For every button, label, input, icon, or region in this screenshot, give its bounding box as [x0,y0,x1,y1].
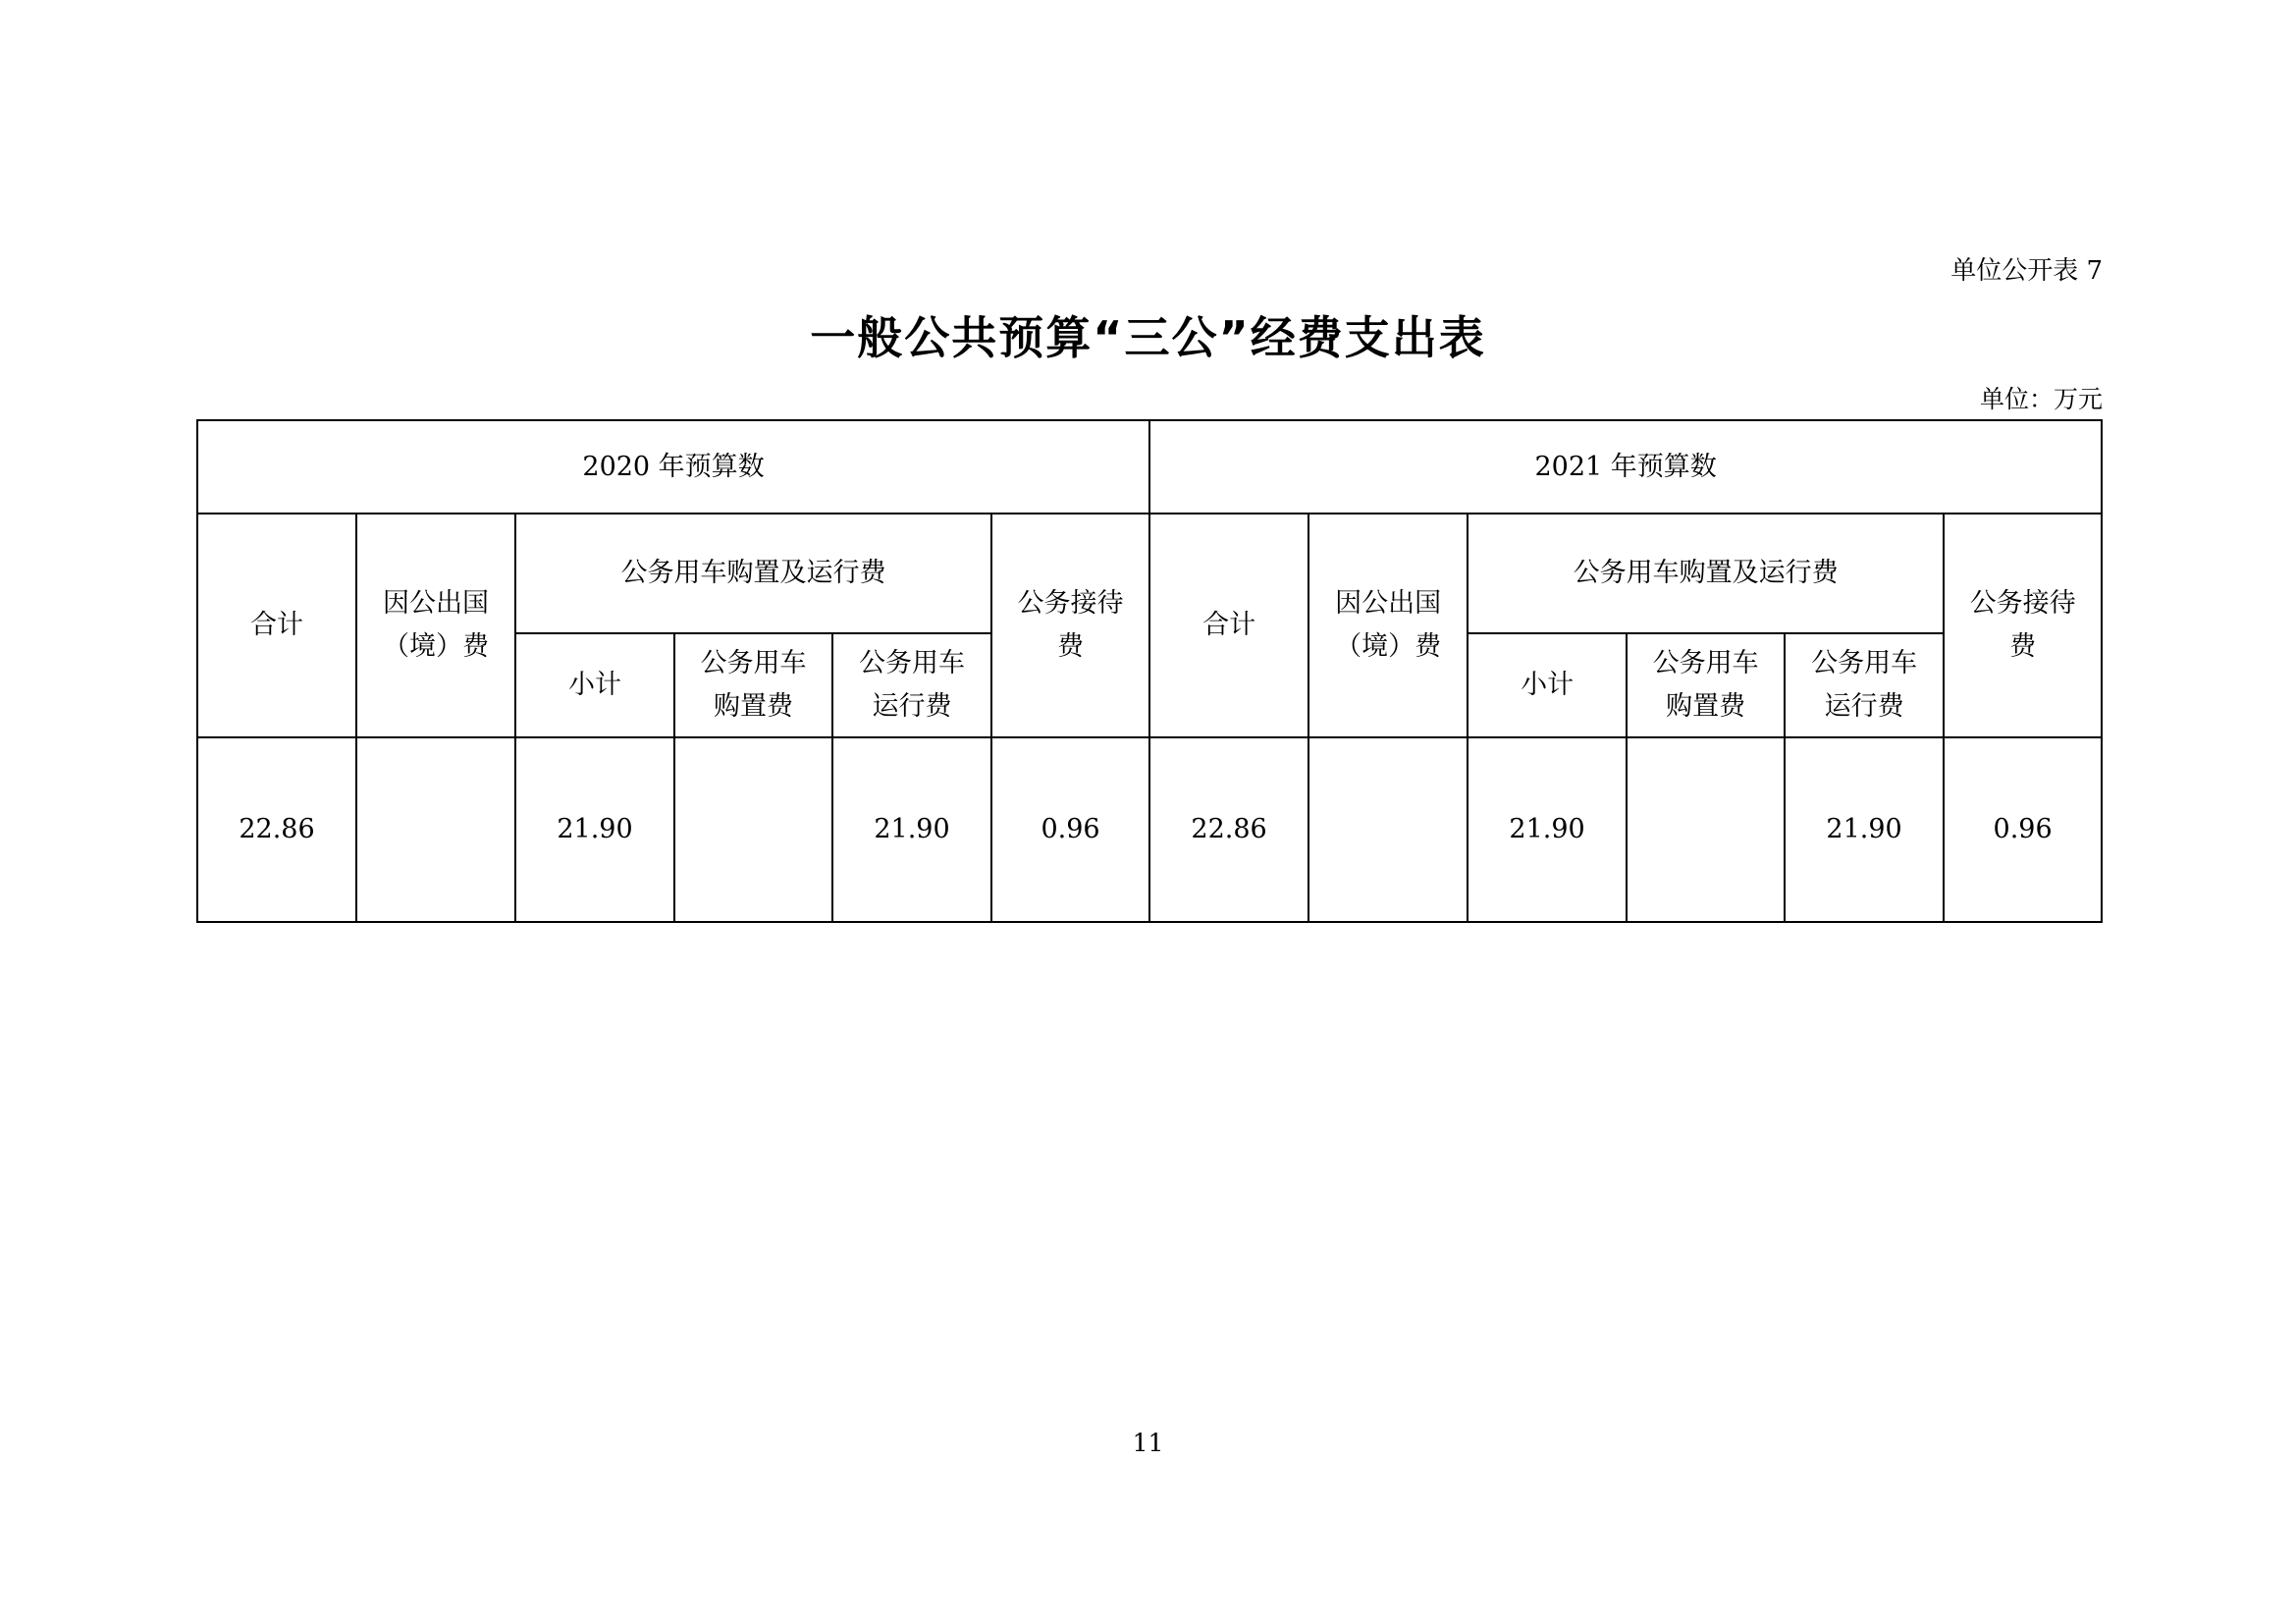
cell-vehicle-subtotal-2020: 21.90 [515,737,674,922]
cell-total-2020: 22.86 [197,737,356,922]
header-vehicle-group-2021: 公务用车购置及运行费 [1468,514,1944,633]
header-reception-2020 [991,514,1149,737]
cell-vehicle-purchase-2021 [1627,737,1785,922]
header-abroad-line2: （境）费 [383,631,489,662]
header-total-2021: 合计 [1149,514,1308,737]
column-header-row [197,514,2102,633]
header-operation-line2: 运行费 [1824,691,1904,722]
cell-reception-2021: 0.96 [1944,737,2102,922]
table-number-label: 单位公开表 7 [1950,256,2103,286]
header-subtotal-2020: 小计 [515,633,674,737]
year-header-row [197,420,2102,514]
cell-vehicle-operation-2020: 21.90 [832,737,991,922]
cell-vehicle-purchase-2020 [674,737,832,922]
header-abroad-2021 [1308,514,1468,737]
header-purchase-line1: 公务用车 [1652,648,1759,678]
header-reception-line2: 费 [1057,631,1085,662]
header-total-2020: 合计 [197,514,356,737]
header-operation-line1: 公务用车 [859,648,965,678]
header-purchase-line1: 公务用车 [700,648,807,678]
header-abroad-line1: 因公出国 [383,588,489,619]
header-purchase-2020 [674,633,832,737]
header-reception-line1: 公务接待 [1969,588,2076,619]
header-abroad-line1: 因公出国 [1335,588,1442,619]
cell-abroad-2021 [1308,737,1468,922]
header-reception-line1: 公务接待 [1017,588,1124,619]
three-public-expenses-table [196,419,2103,923]
header-operation-line2: 运行费 [872,691,952,722]
cell-vehicle-operation-2021: 21.90 [1785,737,1944,922]
header-vehicle-group-2020: 公务用车购置及运行费 [515,514,991,633]
year-2021-header: 2021 年预算数 [1149,420,2102,514]
header-purchase-2021 [1627,633,1785,737]
header-reception-2021 [1944,514,2102,737]
header-operation-2021 [1785,633,1944,737]
year-2020-header: 2020 年预算数 [197,420,1149,514]
cell-abroad-2020 [356,737,515,922]
header-reception-line2: 费 [2009,631,2037,662]
cell-vehicle-subtotal-2021: 21.90 [1468,737,1627,922]
header-abroad-line2: （境）费 [1335,631,1442,662]
header-purchase-line2: 购置费 [1666,691,1746,722]
page-number: 11 [1132,1429,1164,1457]
cell-total-2021: 22.86 [1149,737,1308,922]
cell-reception-2020: 0.96 [991,737,1149,922]
unit-label: 单位：万元 [1979,385,2103,413]
header-operation-line1: 公务用车 [1811,648,1918,678]
header-purchase-line2: 购置费 [714,691,793,722]
table-row [197,737,2102,922]
header-operation-2020 [832,633,991,737]
header-subtotal-2021: 小计 [1468,633,1627,737]
page-title: 一般公共预算“三公”经费支出表 [810,311,1486,364]
header-abroad-2020 [356,514,515,737]
